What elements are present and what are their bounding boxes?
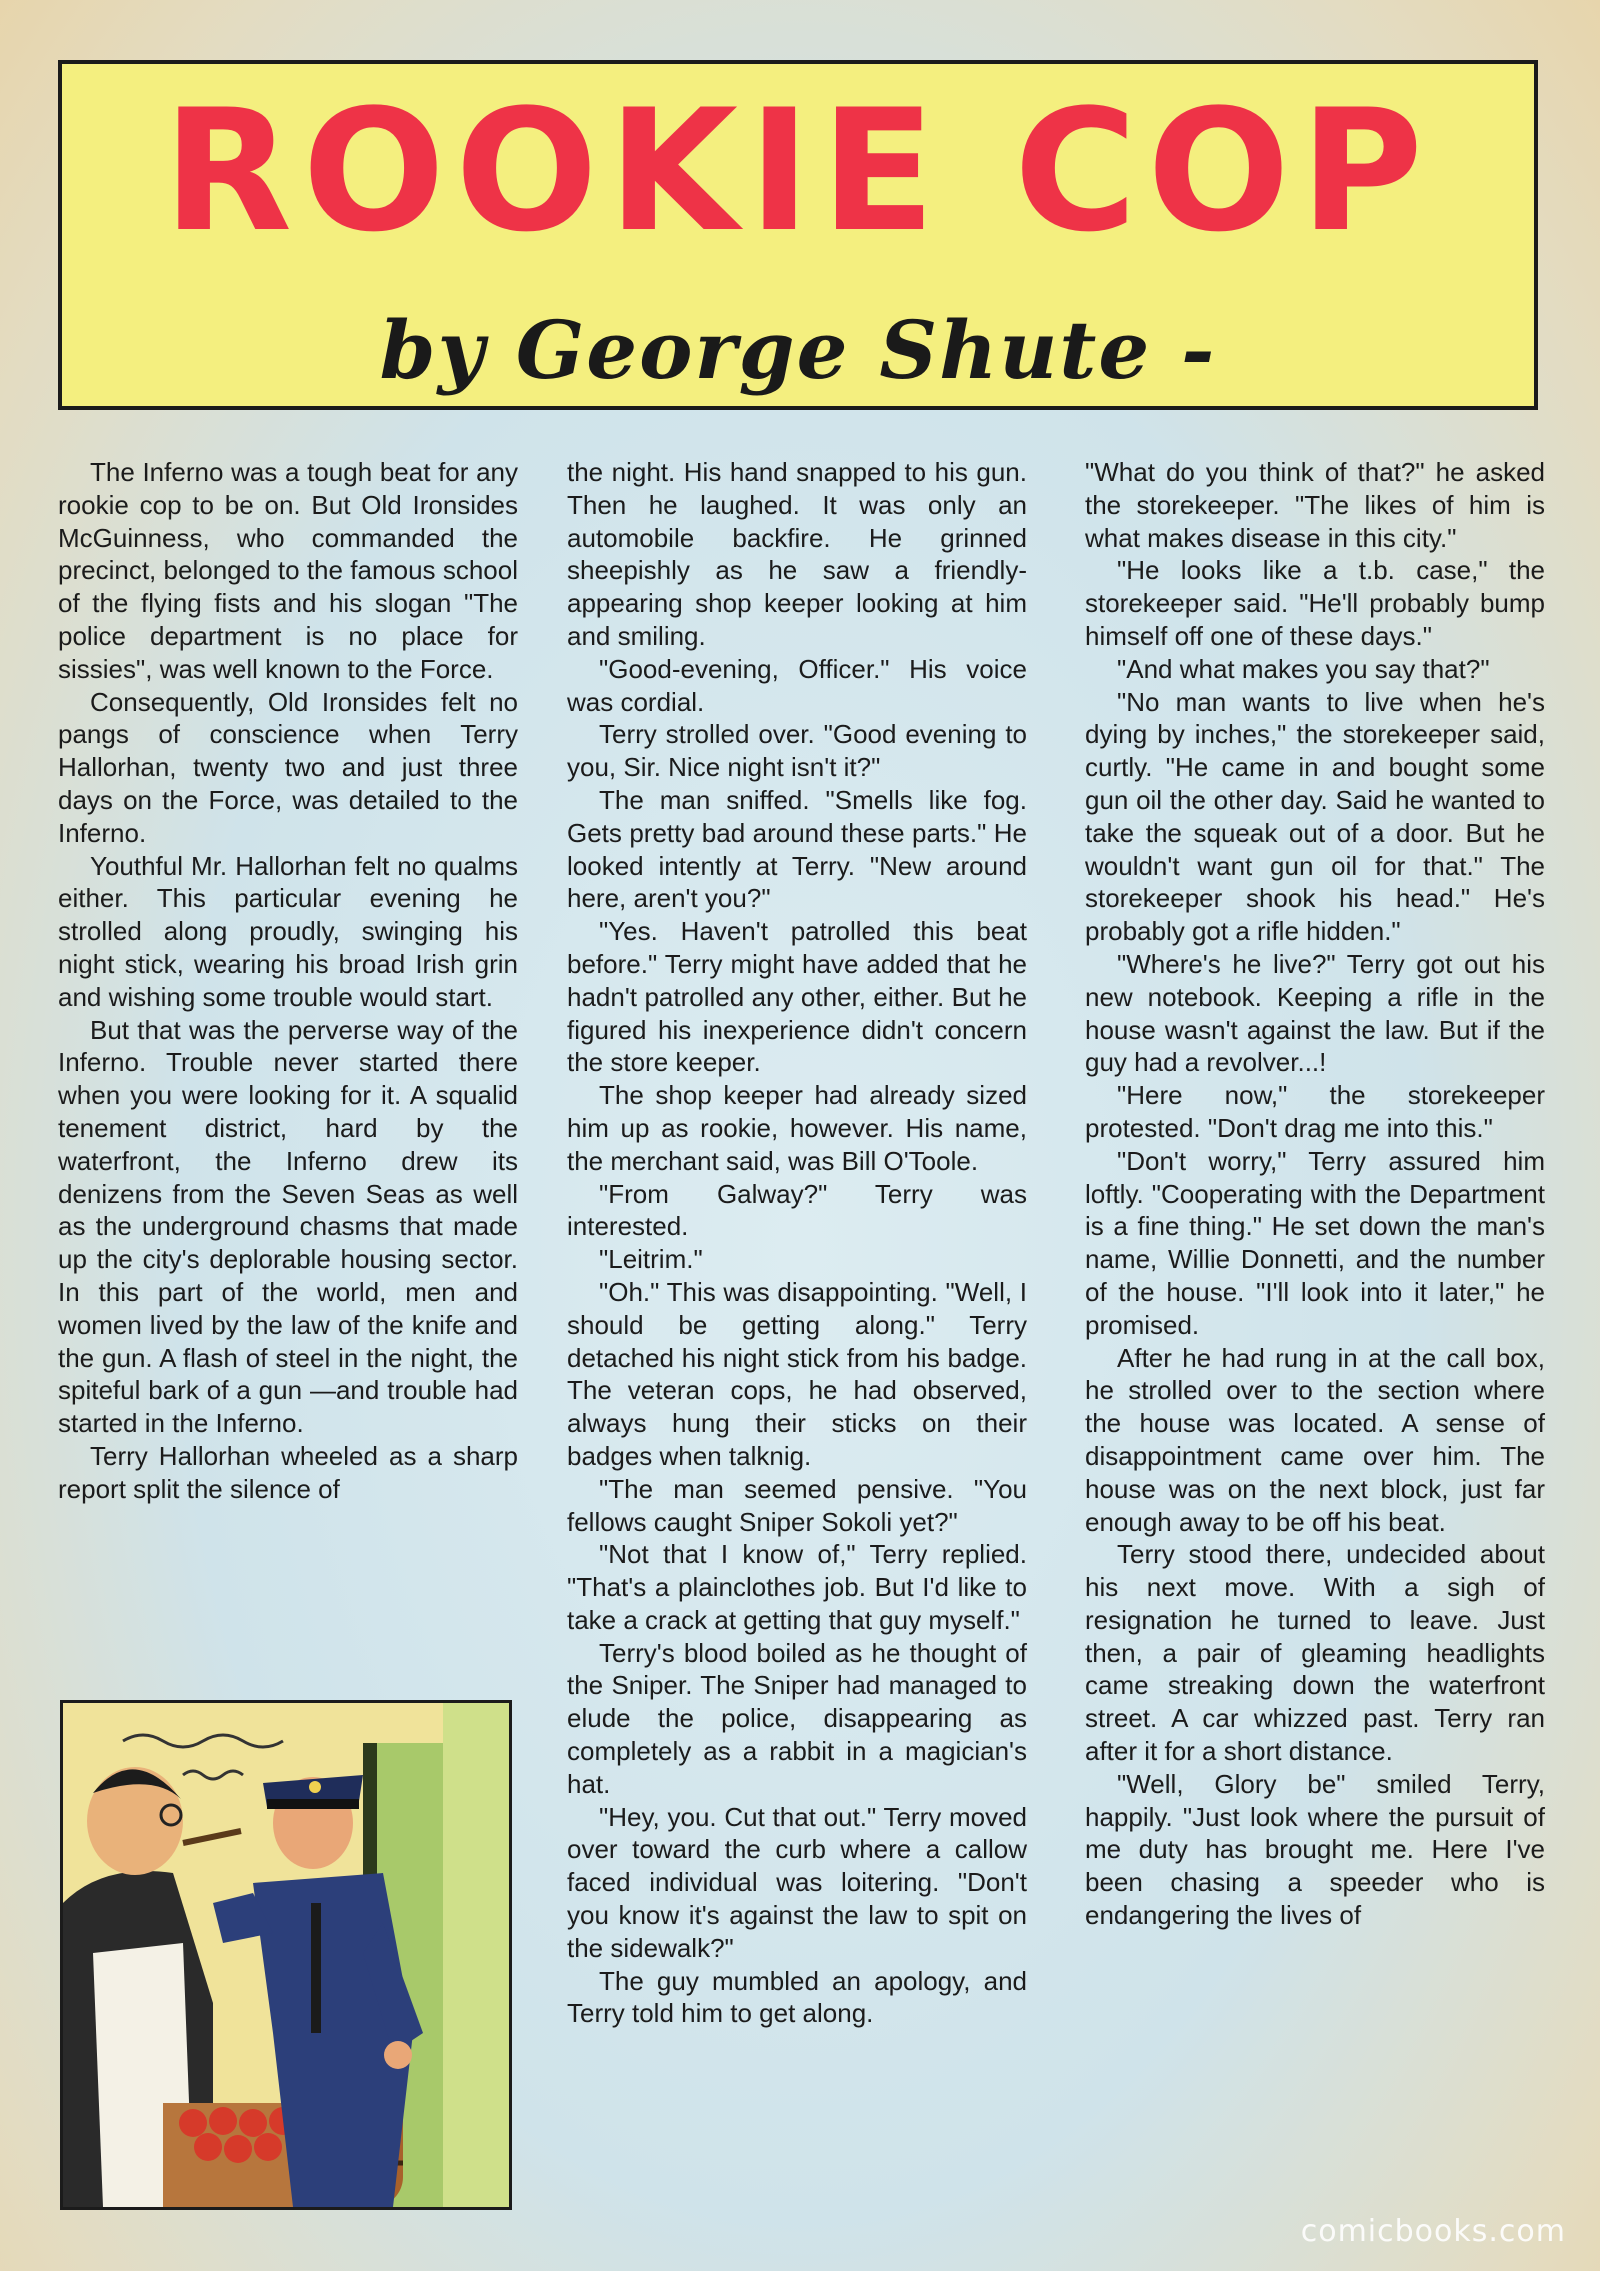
- paragraph: "Well, Glory be" smiled Terry, happily. "Just look where the pursuit of me duty has brought me. Here I've been chasing a speeder who is endangering the lives of: [1085, 1768, 1545, 1931]
- text-column-3: [1085, 456, 1545, 1932]
- paragraph: "Leitrim.": [599, 1244, 703, 1275]
- author-byline: by George Shute -: [379, 303, 1217, 397]
- paragraph: "Yes. Haven't patrolled this beat before." Terry might have added that he hadn't patrolled any other, either. But he figured his inexperience didn't concern the store keeper.: [567, 916, 1027, 1078]
- paragraph: But that was the perverse way of the Inferno. Trouble never started there when you were looking for it. A squalid tenement district, hard by the waterfront, the Inferno drew its denizens from the Seven Seas as well as the underground chasms that made up the city's deplorable housing sector. In this part of the world, men and women lived by the law of the knife and the gun. A flash of steel in the night, the spiteful bark of a gun —and trouble had started in the Inferno.: [58, 1014, 518, 1439]
- paragraph: "The man seemed pensive. "You fellows caught Sniper Sokoli yet?": [567, 1473, 1027, 1537]
- paragraph: Youthful Mr. Hallorhan felt no qualms either. This particular evening he strolled along proudly, swinging his night stick, wearing his broad Irish grin and wishing some trouble would start.: [58, 850, 518, 1012]
- paragraph: "Good-evening, Officer." His voice was cordial.: [567, 653, 1027, 717]
- title-panel: [58, 60, 1538, 410]
- paragraph: "Oh." This was disappointing. "Well, I should be getting along." Terry detached his night stick from his badge. The veteran cops, he had observed, always hung their sticks on their badges when talknig.: [567, 1276, 1027, 1471]
- paragraph: Terry's blood boiled as he thought of the Sniper. The Sniper had managed to elude the police, disappearing as completely as a rabbit in a magician's hat.: [567, 1637, 1027, 1799]
- paragraph: Terry strolled over. "Good evening to you, Sir. Nice night isn't it?": [567, 719, 1027, 783]
- paragraph: "And what makes you say that?": [1117, 653, 1490, 684]
- paragraph: "Where's he live?" Terry got out his new notebook. Keeping a rifle in the house wasn't against the law. But if the guy had a revolver...!: [1085, 948, 1545, 1078]
- paragraph: Consequently, Old Ironsides felt no pangs of conscience when Terry Hallorhan, twenty two and just three days on the Force, was detailed to the Inferno.: [58, 686, 518, 848]
- paragraph: "No man wants to live when he's dying by inches," the storekeeper said, curtly. "He came in and bought some gun oil the other day. Said he wanted to take the squeak out of a door. But he wouldn't want gun oil for that." The storekeeper shook his head." He's probably got a rifle hidden.": [1085, 686, 1545, 947]
- paragraph: "What do you think of that?" he asked the storekeeper. "The likes of him is what makes disease in this city.": [1085, 457, 1545, 553]
- paragraph: Terry Hallorhan wheeled as a sharp report split the silence of: [58, 1440, 518, 1504]
- paragraph: The man sniffed. "Smells like fog. Gets pretty bad around these parts." He looked intently at Terry. "New around here, aren't you?": [567, 784, 1027, 914]
- paragraph: "He looks like a t.b. case," the storekeeper said. "He'll probably bump himself off one of these days.": [1085, 555, 1545, 651]
- paragraph: The guy mumbled an apology, and Terry told him to get along.: [567, 1965, 1027, 2029]
- paragraph: "Here now," the storekeeper protested. "Don't drag me into this.": [1085, 1080, 1545, 1143]
- illustration-drawing: [63, 1703, 509, 2207]
- paragraph: "Not that I know of," Terry replied. "That's a plainclothes job. But I'd like to take a crack at getting that guy myself.": [567, 1539, 1027, 1635]
- story-title: ROOKIE COP: [162, 73, 1434, 269]
- story-illustration: [60, 1700, 512, 2210]
- paragraph: "From Galway?" Terry was interested.: [567, 1178, 1027, 1242]
- text-column-1: [58, 456, 518, 1506]
- paragraph: After he had rung in at the call box, he strolled over to the section where the house was located. A sense of disappointment came over him. The house was on the next block, just far enough away to be off his beat.: [1085, 1342, 1545, 1537]
- paragraph: "Hey, you. Cut that out." Terry moved over toward the curb where a callow faced individual was loitering. "Don't you know it's against the law to spit on the sidewalk?": [567, 1801, 1027, 1963]
- paragraph: the night. His hand snapped to his gun. Then he laughed. It was only an automobile backfire. He grinned sheepishly as he saw a friendly-appearing shop keeper looking at him and smiling.: [567, 457, 1027, 651]
- paragraph: The Inferno was a tough beat for any rookie cop to be on. But Old Ironsides McGuinness, who commanded the precinct, belonged to the famous school of the flying fists and his slogan "The police department is no place for sissies", was well known to the Force.: [58, 457, 518, 684]
- paragraph: Terry stood there, undecided about his next move. With a sigh of resignation he turned to leave. Just then, a pair of gleaming headlights came streaking down the waterfront street. A car whizzed past. Terry ran after it for a short distance.: [1085, 1539, 1545, 1767]
- paragraph: "Don't worry," Terry assured him loftly. "Cooperating with the Department is a fine thing." He set down the man's name, Willie Donnetti, and the number of the house. "I'll look into it later," he promised.: [1085, 1145, 1545, 1340]
- text-column-2: [567, 456, 1027, 2030]
- site-watermark: comicbooks.com: [1300, 2214, 1566, 2249]
- paragraph: The shop keeper had already sized him up as rookie, however. His name, the merchant said, was Bill O'Toole.: [567, 1080, 1027, 1176]
